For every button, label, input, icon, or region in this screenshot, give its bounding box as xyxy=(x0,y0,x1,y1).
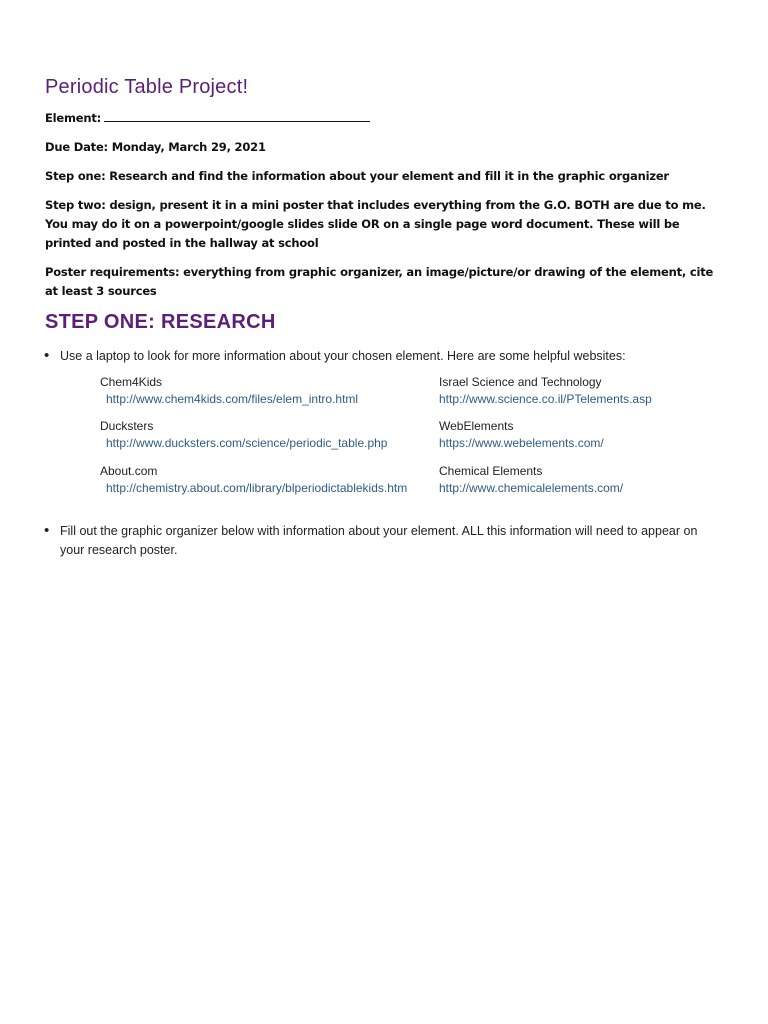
element-label: Element: xyxy=(45,111,102,125)
website-about xyxy=(100,463,407,497)
bullet-item-laptop xyxy=(44,347,724,366)
bullet-text: Fill out the graphic organizer below with information about your element. ALL this information will need to appear on your research poster. xyxy=(60,524,698,557)
element-blank-line xyxy=(104,109,370,122)
website-link[interactable]: http://chemistry.about.com/library/blperiodictablekids.htm xyxy=(106,481,408,495)
due-date: Due Date: Monday, March 29, 2021 xyxy=(45,140,266,154)
bullet-dot-icon: • xyxy=(44,347,50,364)
website-name: WebElements xyxy=(439,419,514,433)
website-israel-science xyxy=(439,374,652,408)
step-one-instructions: Step one: Research and find the information about your element and fill it in the graphic organizer xyxy=(45,169,669,183)
website-chemical-elements xyxy=(439,463,623,497)
bullet-item-graphic-organizer xyxy=(44,522,724,560)
website-link[interactable]: http://www.chem4kids.com/files/elem_intro.html xyxy=(106,392,359,406)
poster-requirements: Poster requirements: everything from graphic organizer, an image/picture/or drawing of the element, cite at least 3 sources xyxy=(45,265,714,298)
website-webelements xyxy=(439,418,604,452)
bullet-dot-icon: • xyxy=(44,522,50,539)
website-ducksters xyxy=(100,418,387,452)
section-heading-research: STEP ONE: RESEARCH xyxy=(45,311,276,333)
website-chem4kids xyxy=(100,374,358,408)
step-two-instructions: Step two: design, present it in a mini poster that includes everything from the G.O. BOTH are due to me. You may do it on a powerpoint/google slides slide OR on a single page word document. These will be printed and posted in the hallway at school xyxy=(45,198,706,250)
website-link[interactable]: http://www.chemicalelements.com/ xyxy=(439,481,624,495)
website-name: Chemical Elements xyxy=(439,464,543,478)
element-field xyxy=(45,109,725,128)
website-name: About.com xyxy=(100,464,158,478)
bullet-text: Use a laptop to look for more information about your chosen element. Here are some helpful websites: xyxy=(60,349,626,363)
website-name: Chem4Kids xyxy=(100,375,163,389)
page-title: Periodic Table Project! xyxy=(45,76,249,98)
website-link[interactable]: http://www.science.co.il/PTelements.asp xyxy=(439,392,652,406)
website-link[interactable]: http://www.ducksters.com/science/periodic_table.php xyxy=(106,436,388,450)
website-name: Ducksters xyxy=(100,419,154,433)
website-name: Israel Science and Technology xyxy=(439,375,602,389)
website-link[interactable]: https://www.webelements.com/ xyxy=(439,436,604,450)
